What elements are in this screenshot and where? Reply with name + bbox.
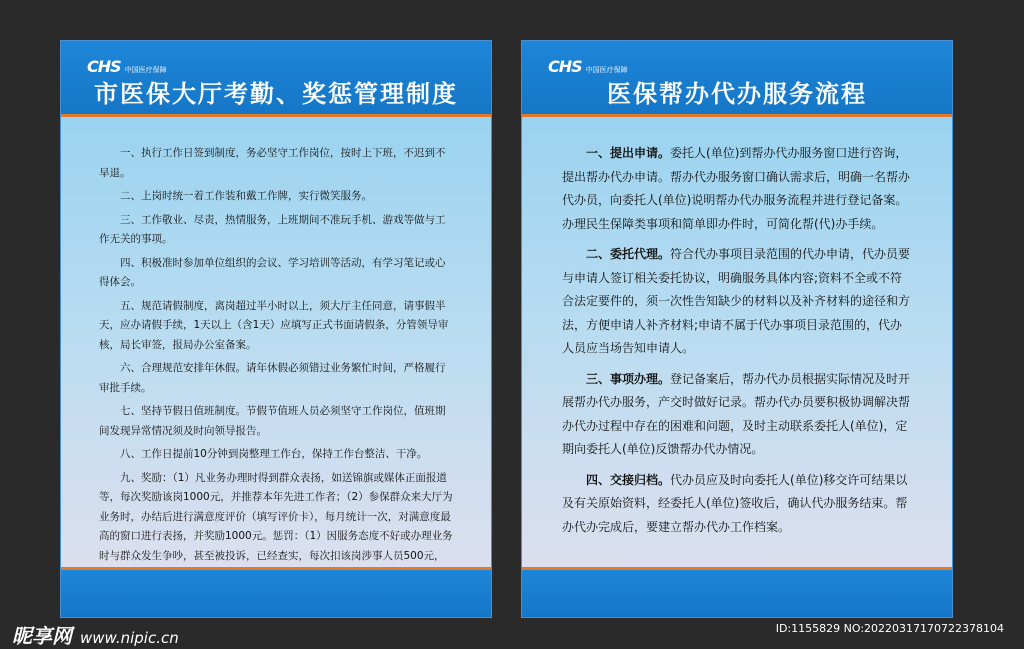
rule-paragraph: 六、合理规范安排年休假。请年休假必须错过业务繁忙时间，严格履行审批手续。 xyxy=(99,362,446,394)
poster-footer xyxy=(61,567,491,617)
poster-title: 市医保大厅考勤、奖惩管理制度 xyxy=(94,79,458,108)
watermark-url: www.nipic.cn xyxy=(80,629,179,647)
section-text: 符合代办事项目录范围的代办申请，代办员要与申请人签订相关委托协议，明确服务具体内容;资料不全或不符合法定要件的，须一次性告知缺少的材料以及补齐材料的途径和方法，方便申请人补齐材料;申请不属于代办事项目录范围的，代办人员应当场告知申请人。 xyxy=(562,247,911,355)
chs-logo xyxy=(87,59,167,75)
section-text: 代办员应及时向委托人(单位)移交许可结果以及有关原始资料，经委托人(单位)签收后，确认代办服务结束。帮办代办完成后，要建立帮办代办工作档案。 xyxy=(562,472,908,534)
rule-paragraph: 三、工作敬业、尽责，热情服务，上班期间不准玩手机、游戏等做与工作无关的事项。 xyxy=(99,213,446,245)
process-section xyxy=(562,469,912,540)
logo-mark: CHS xyxy=(548,57,582,76)
chs-logo xyxy=(548,59,628,75)
process-section xyxy=(562,243,912,361)
section-heading: 一、提出申请。 xyxy=(586,146,671,160)
watermark-brand: 昵享网 xyxy=(12,624,72,648)
poster-header xyxy=(61,41,491,117)
section-text: 登记备案后，帮办代办员根据实际情况及时开展帮办代办服务，产交时做好记录。帮办代办员要积极协调解决帮办代办过程中存在的困难和问题，及时主动联系委托人(单位)，定期向委托人(单位)反馈帮办代办情况。 xyxy=(562,371,911,456)
rule-paragraph: 二、上岗时统一着工作装和戴工作牌，实行微笑服务。 xyxy=(120,190,372,202)
poster-footer xyxy=(522,567,952,617)
process-section xyxy=(562,142,912,236)
rule-paragraph: 九、奖励：（1）凡业务办理时得到群众表扬，如送锦旗或媒体正面报道等，每次奖励该岗1000元，并推荐本年先进工作者；（2）参保群众来大厅为业务时，办结后进行满意度评价（填写评价卡），每月统计一次，对满意度最高的窗口进行表扬，并奖励1000元。惩罚：（1）因服务态度不好或办理业务时与群众发生争吵，甚至被投诉，已经查实，每次扣该岗涉事人员500元， xyxy=(99,471,453,562)
section-heading: 二、委托代理。 xyxy=(586,247,671,261)
rule-paragraph: 五、规范请假制度，离岗超过半小时以上，须大厅主任同意，请事假半天，应办请假手续，1天以上（含1天）应填写正式书面请假条，分管领导审核，局长审签，报局办公室备案。 xyxy=(99,299,449,351)
site-watermark xyxy=(12,620,179,649)
image-id-label: ID:1155829 NO:20220317170722378104 xyxy=(775,622,1004,635)
logo-text: 中国医疗保障 xyxy=(124,66,167,74)
section-heading: 三、事项办理。 xyxy=(586,371,671,386)
logo-text: 中国医疗保障 xyxy=(585,66,628,74)
rule-paragraph: 一、执行工作日签到制度，务必坚守工作岗位，按时上下班，不迟到不早退。 xyxy=(99,147,446,179)
poster-header xyxy=(522,41,952,117)
poster-title: 医保帮办代办服务流程 xyxy=(607,79,867,108)
rule-paragraph: 七、坚持节假日值班制度。节假节值班人员必须坚守工作岗位，值班期间发现异常情况须及时向领导报告。 xyxy=(99,405,446,437)
section-text: 委托人(单位)到帮办代办服务窗口进行咨询，提出帮办代办申请。帮办代办服务窗口确认需求后，明确一名帮办代办员，向委托人(单位)说明帮办代办服务流程并进行登记备案。办理民生保障类事项和简单即办件时，可简化帮(代)办手续。 xyxy=(562,146,911,231)
service-process-poster xyxy=(521,40,953,618)
section-heading: 四、交接归档。 xyxy=(586,472,671,487)
process-section xyxy=(562,368,912,462)
poster-body xyxy=(99,144,453,609)
poster-body xyxy=(562,142,912,546)
rule-paragraph: 八、工作日提前10分钟到岗整理工作台，保持工作台整洁、干净。 xyxy=(120,448,428,460)
attendance-rules-poster xyxy=(60,40,492,618)
logo-mark: CHS xyxy=(87,57,121,76)
rule-paragraph: 四、积极准时参加单位组织的会议、学习培训等活动，有学习笔记或心得体会。 xyxy=(99,256,446,288)
